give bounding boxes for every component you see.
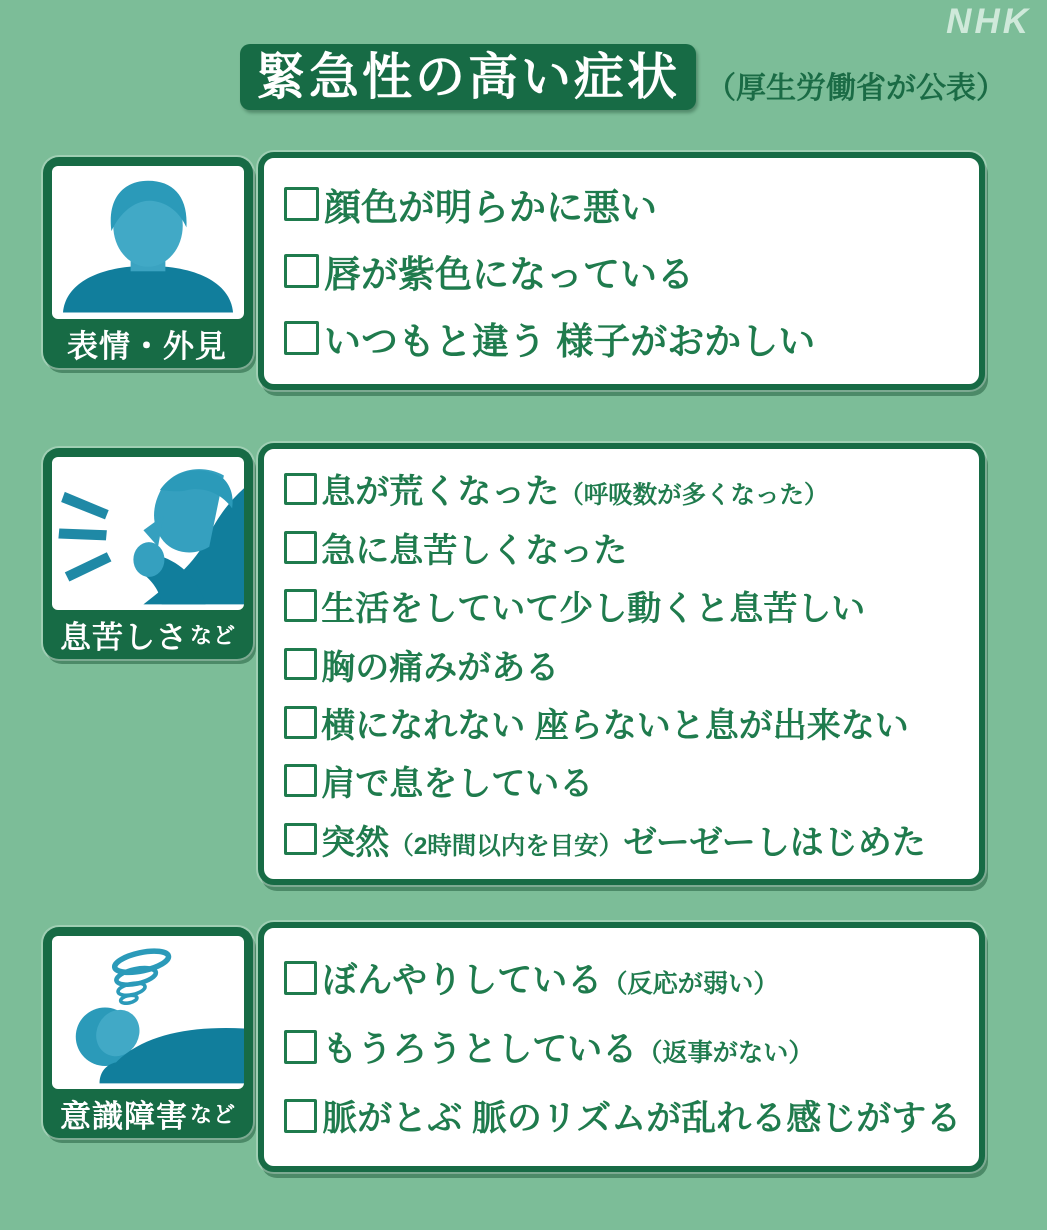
checklist-item [284,464,969,513]
page-title: 緊急性の高い症状 [240,44,696,110]
section-label-suffix: など [189,623,236,648]
checklist-item [284,523,969,572]
section-breathing [43,443,985,885]
checklist-item [284,953,969,1003]
section-consciousness [43,922,985,1172]
section-label-suffix: など [189,1102,236,1127]
checklist-item [284,177,969,231]
checklist-item [284,244,969,298]
checklist-item-text: 唇が紫色になっている [324,254,695,295]
checkbox[interactable] [284,531,317,564]
checkbox[interactable] [284,764,317,797]
checklist-item [284,756,969,805]
checklist-item-text: 肩で息をしている [321,765,594,804]
header [240,44,1006,110]
checklist-item-text: 脈がとぶ 脈のリズムが乱れる感じがする [322,1099,962,1138]
checkbox[interactable] [284,589,317,622]
checkbox[interactable] [284,961,317,994]
checklist-item-text: いつもと違う 様子がおかしい [324,321,816,362]
appearance-icon-box [43,157,253,368]
checkbox[interactable] [284,254,319,289]
dizzy-spiral [113,947,170,1004]
appearance-checklist [258,152,985,390]
section-label-text: 表情・外見 [67,329,227,364]
breathing-checklist [258,443,985,885]
breathing-icon-box [43,448,253,659]
checkbox[interactable] [284,473,317,506]
section-label-text: 息苦しさ [59,620,188,655]
checklist-item [284,581,969,630]
consciousness-icon-box [43,927,253,1138]
appearance-label [52,319,244,368]
breathing-label [52,610,244,659]
checklist-item-text: 突然（2時間以内を目安）ゼーゼーしはじめた [321,823,926,862]
dizzy-person-icon-svg [52,936,244,1089]
checklist-item [284,1091,969,1141]
consciousness-label [52,1089,244,1138]
checklist-item [284,311,969,365]
coughing-person-icon-svg [52,457,244,610]
checkbox[interactable] [284,706,317,739]
checklist-item [284,698,969,747]
checklist-item-text: 胸の痛みがある [321,648,560,687]
checklist-item [284,1022,969,1072]
consciousness-checklist [258,922,985,1172]
checkbox[interactable] [284,823,317,856]
checkbox[interactable] [284,648,317,681]
checklist-item-text: 生活をしていて少し動くと息苦しい [321,590,866,629]
checklist-item-text: 息が荒くなった（呼吸数が多くなった） [321,473,829,512]
section-label-text: 意識障害 [59,1099,188,1134]
checkbox[interactable] [284,1099,317,1132]
face-icon [52,166,244,319]
checklist-item-text: 横になれない 座らないと息が出来ない [321,706,909,745]
checkbox[interactable] [284,321,319,356]
nhk-logo: NHK [946,2,1031,41]
page-subtitle: （厚生労働省が公表） [706,72,1006,105]
checklist-item [284,815,969,864]
checkbox[interactable] [284,1030,317,1063]
checklist-item-text: ぼんやりしている（反応が弱い） [322,961,779,1000]
checklist-item-text: 急に息苦しくなった [321,531,628,570]
checklist-item-text: もうろうとしている（返事がない） [322,1030,814,1069]
checklist-item-text: 顔色が明らかに悪い [324,187,658,228]
dizzy-person-icon [52,936,244,1089]
checklist-item [284,640,969,689]
face-icon-svg [52,166,244,319]
coughing-person-icon [52,457,244,610]
section-appearance [43,152,985,390]
checkbox[interactable] [284,187,319,222]
